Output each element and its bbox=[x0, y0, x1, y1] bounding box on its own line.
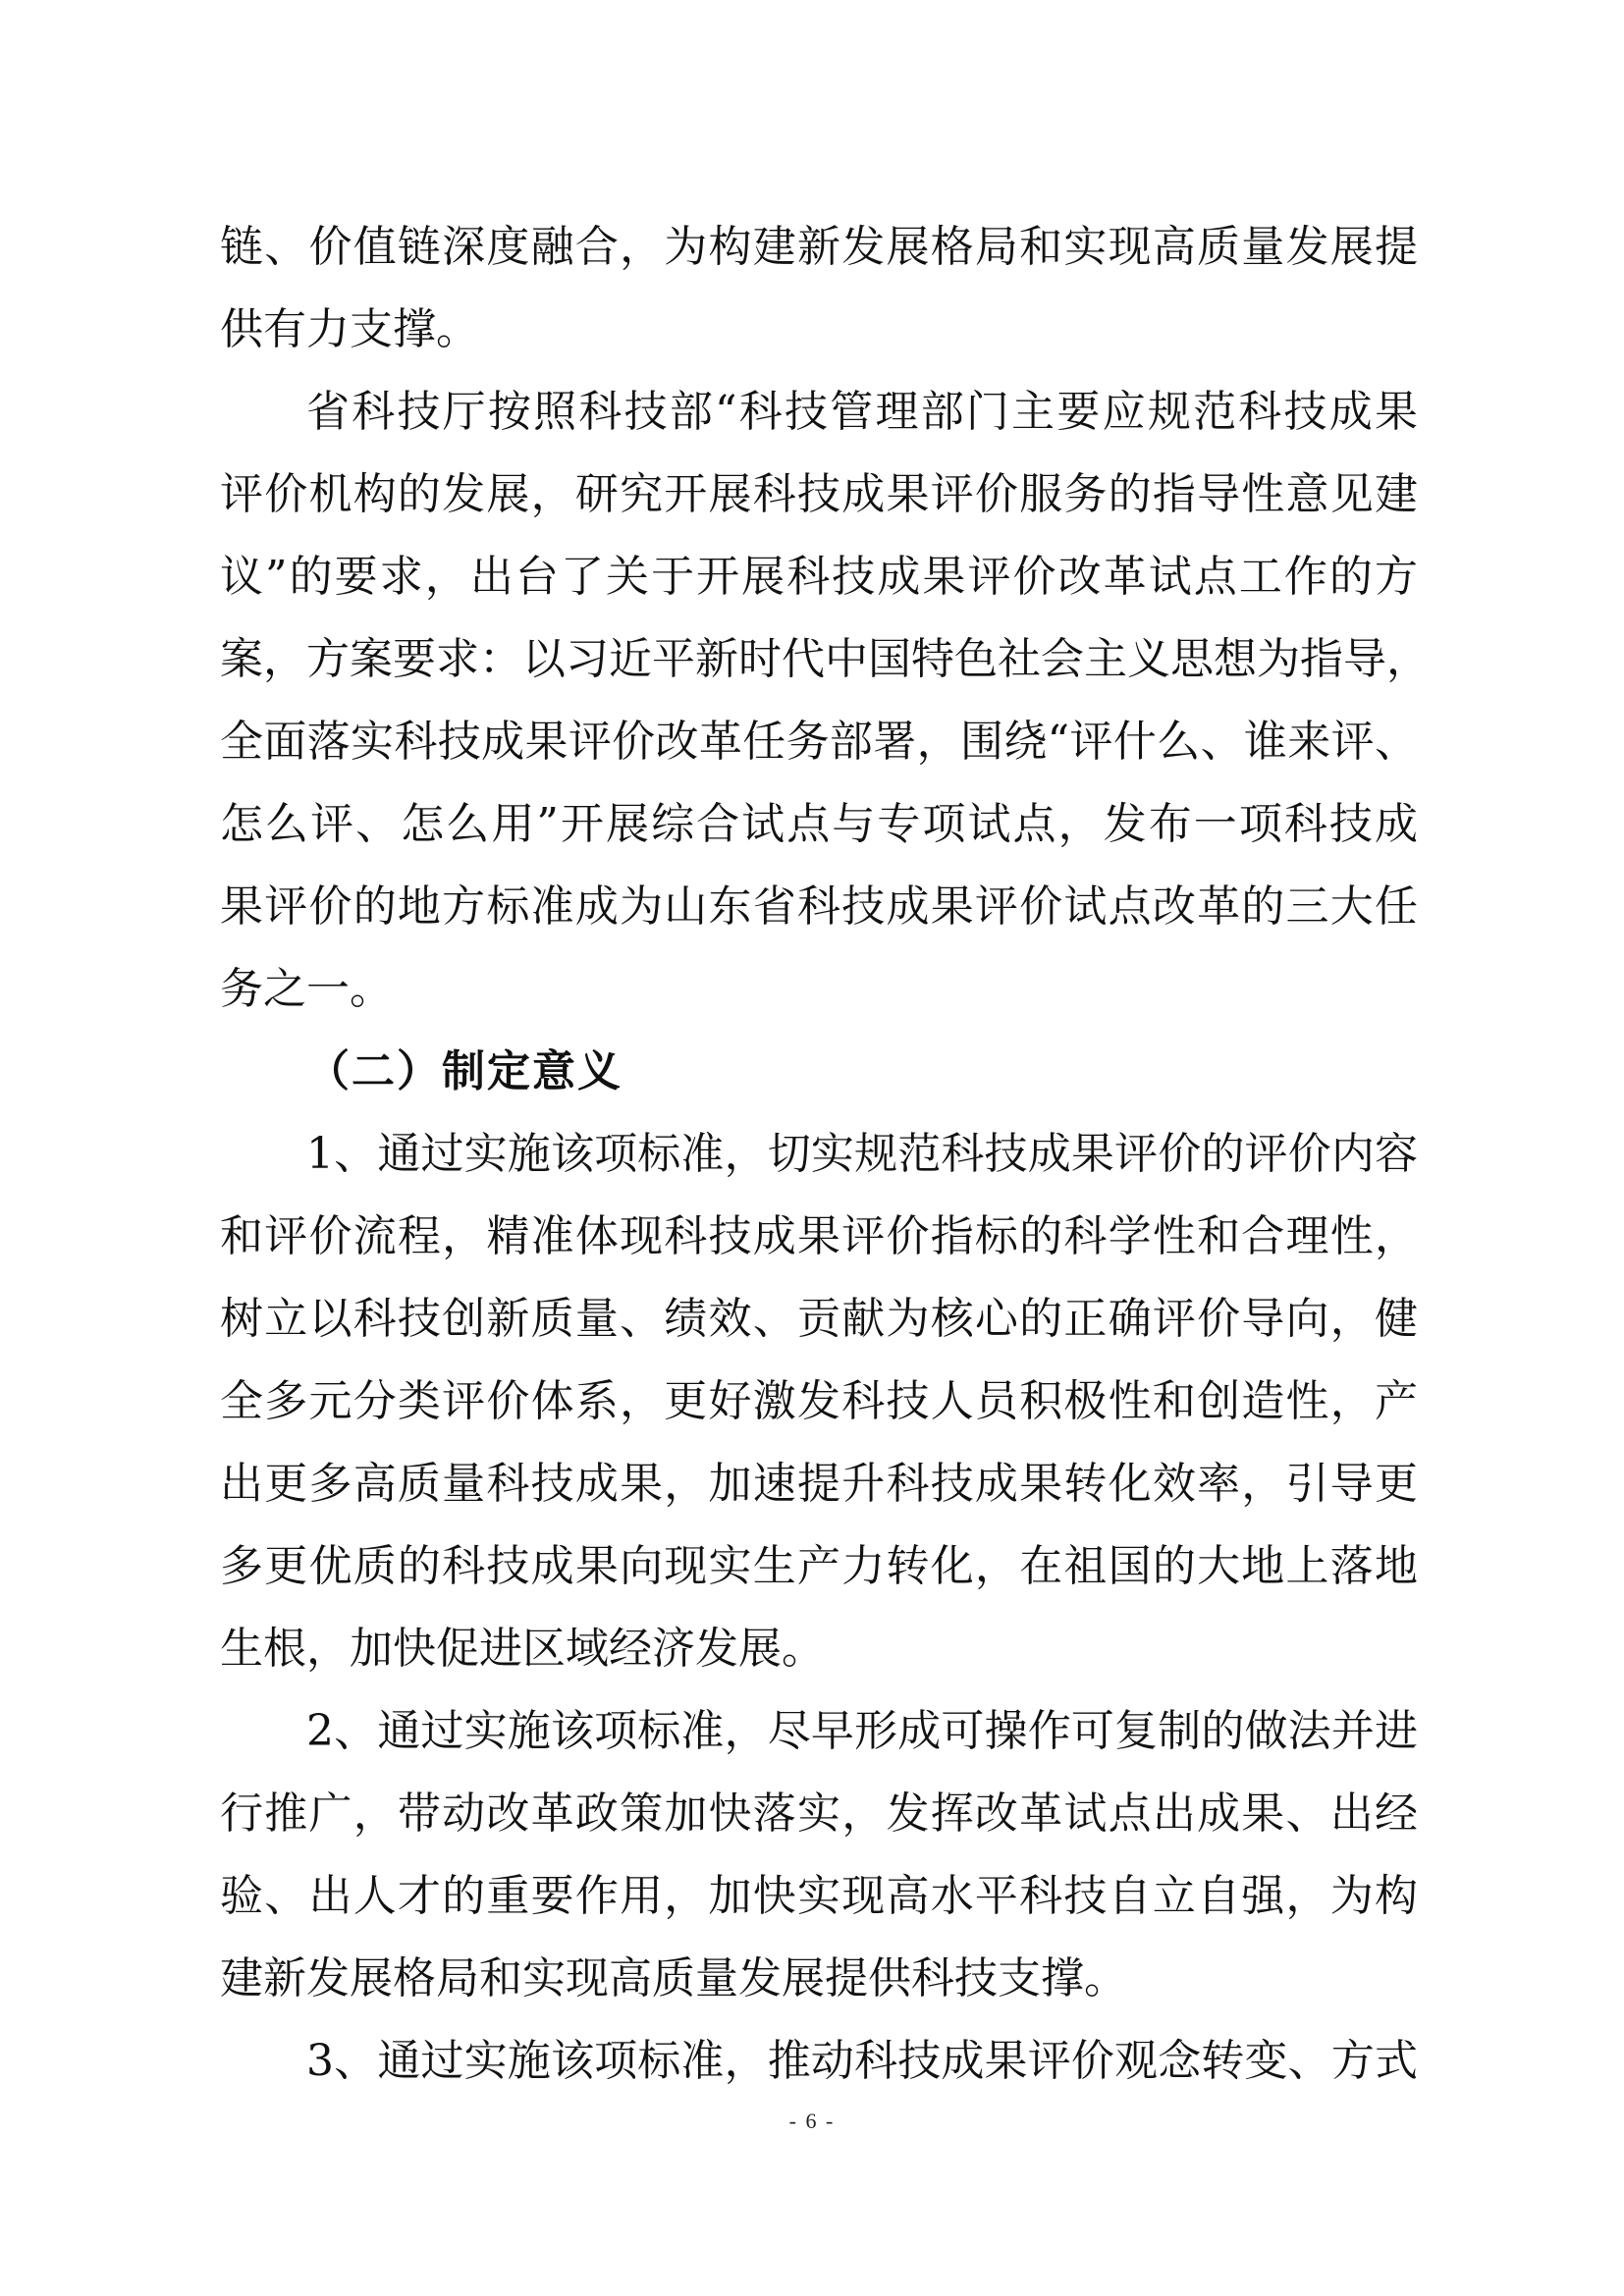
text-line: 树立以科技创新质量、绩效、贡献为核心的正确评价导向，健 bbox=[220, 1294, 1418, 1344]
text-line: 省科技厅按照科技部“科技管理部门主要应规范科技成果 bbox=[306, 387, 1418, 437]
text-line: 2、通过实施该项标准，尽早形成可操作可复制的做法并进 bbox=[306, 1706, 1418, 1756]
page-number: - 6 - bbox=[788, 2109, 836, 2133]
text-line: 3、通过实施该项标准，推动科技成果评价观念转变、方式 bbox=[306, 2036, 1418, 2086]
paragraph-significance-3 bbox=[220, 2020, 1418, 2103]
text-line: 果评价的地方标准成为山东省科技成果评价试点改革的三大任 bbox=[220, 881, 1418, 932]
text-line: 验、出人才的重要作用，加快实现高水平科技自立自强，为构 bbox=[220, 1871, 1418, 1921]
text-line: 供有力支撑。 bbox=[220, 304, 479, 354]
document-body bbox=[220, 206, 1430, 2103]
text-line: 务之一。 bbox=[220, 964, 393, 1014]
text-line: 怎么评、怎么用”开展综合试点与专项试点，发布一项科技成 bbox=[220, 799, 1418, 849]
paragraph-significance-2 bbox=[220, 1690, 1418, 2020]
text-line: 出更多高质量科技成果，加速提升科技成果转化效率，引导更 bbox=[220, 1459, 1418, 1509]
text-line: 生根，加快促进区域经济发展。 bbox=[220, 1624, 825, 1674]
paragraph-continuation bbox=[220, 206, 1418, 371]
text-line: 和评价流程，精准体现科技成果评价指标的科学性和合理性， bbox=[220, 1211, 1418, 1261]
text-line: 全多元分类评价体系，更好激发科技人员积极性和创造性，产 bbox=[220, 1376, 1418, 1426]
text-line: 多更优质的科技成果向现实生产力转化，在祖国的大地上落地 bbox=[220, 1541, 1418, 1591]
paragraph-background bbox=[220, 371, 1430, 1031]
text-line: 议”的要求，出台了关于开展科技成果评价改革试点工作的方 bbox=[220, 552, 1418, 602]
paragraph-significance-1 bbox=[220, 1113, 1418, 1690]
text-line: 评价机构的发展，研究开展科技成果评价服务的指导性意见建 bbox=[220, 469, 1418, 519]
text-line: 1、通过实施该项标准，切实规范科技成果评价的评价内容 bbox=[306, 1129, 1418, 1179]
text-line: 链、价值链深度融合，为构建新发展格局和实现高质量发展提 bbox=[220, 222, 1418, 272]
text-line: 案，方案要求：以习近平新时代中国特色社会主义思想为指导， bbox=[220, 634, 1430, 684]
text-line: 建新发展格局和实现高质量发展提供科技支撑。 bbox=[220, 1953, 1127, 2003]
text-line: 全面落实科技成果评价改革任务部署，围绕“评什么、谁来评、 bbox=[220, 717, 1418, 767]
section-heading: （二）制定意义 bbox=[306, 1046, 623, 1096]
text-line: 行推广，带动改革政策加快落实，发挥改革试点出成果、出经 bbox=[220, 1789, 1418, 1839]
